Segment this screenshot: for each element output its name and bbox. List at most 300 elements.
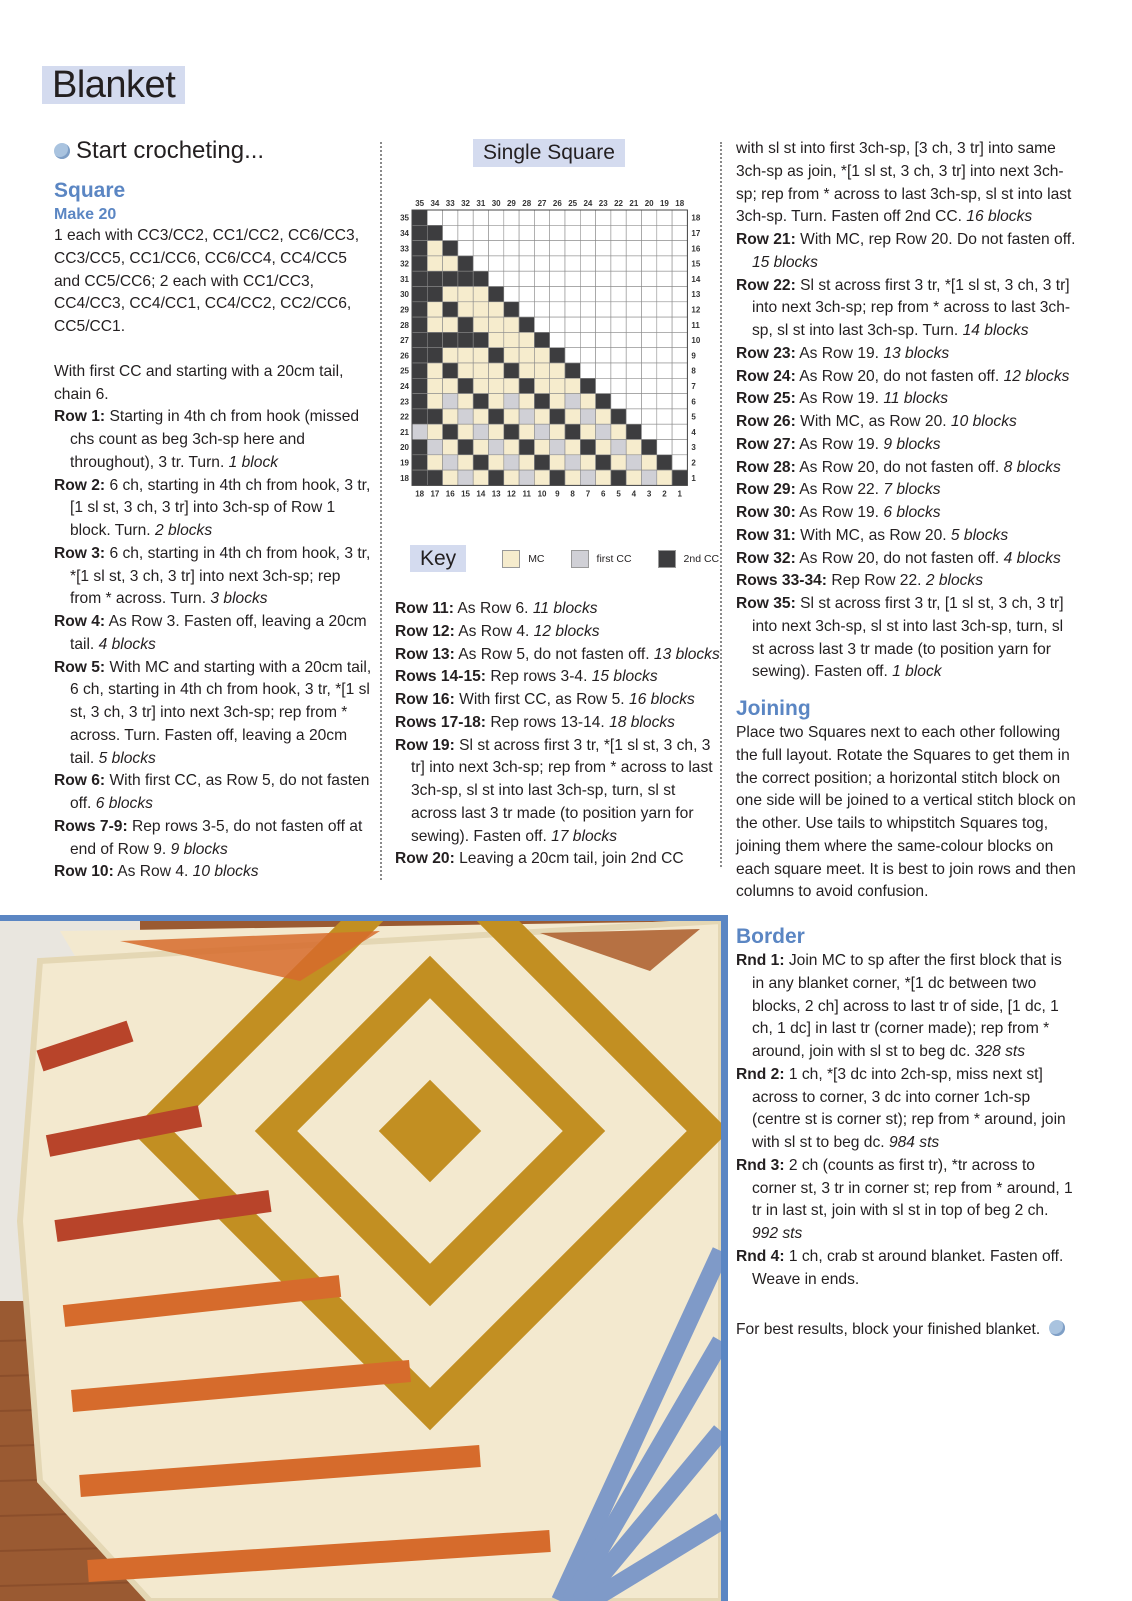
row-text: As Row 19. — [795, 435, 884, 453]
chart-cell — [550, 271, 565, 286]
chart-cell — [611, 363, 626, 378]
chart-number: 18 — [675, 199, 685, 208]
chart-cell — [443, 210, 458, 225]
row-label: Row 23: — [736, 344, 796, 362]
chart-cell — [427, 455, 442, 470]
instruction-row — [736, 457, 1076, 480]
chart-cell — [412, 470, 427, 485]
chart-number: 4 — [691, 427, 696, 437]
row-count: 5 blocks — [950, 526, 1009, 544]
chart-cell — [565, 225, 580, 240]
chart-cell — [443, 302, 458, 317]
row-count: 16 blocks — [628, 691, 695, 708]
chart-cell — [550, 440, 565, 455]
chart-cell — [642, 332, 657, 347]
instruction-row — [736, 593, 1076, 684]
chart-cell — [580, 225, 595, 240]
chart-cell — [412, 210, 427, 225]
intro-text: With first CC and starting with a 20cm tail, chain 6. — [54, 362, 344, 403]
chart-cell — [534, 363, 549, 378]
chart-cell — [504, 455, 519, 470]
chart-number: 28 — [522, 199, 532, 208]
instruction-row — [736, 434, 1076, 457]
instruction-row — [54, 657, 372, 771]
chart-cell — [489, 332, 504, 347]
chart-number: 8 — [570, 489, 575, 499]
chart-cell — [550, 332, 565, 347]
instruction-row — [54, 816, 372, 862]
chart-cell — [596, 225, 611, 240]
chart-number: 5 — [691, 412, 696, 422]
instruction-row — [736, 275, 1076, 343]
chart-cell — [458, 378, 473, 393]
chart-cell — [504, 394, 519, 409]
row-label: Row 10: — [54, 863, 114, 881]
row-count: 4 blocks — [1003, 549, 1061, 567]
row-text: Rep rows 3-4. — [486, 668, 592, 686]
instruction-row — [736, 1064, 1076, 1155]
instruction-row — [395, 621, 720, 644]
chart-cell — [534, 210, 549, 225]
chart-cell — [626, 378, 641, 393]
row-text: With first CC, as Row 5, do not fasten off. — [70, 772, 370, 812]
row-text: With MC and starting with a 20cm tail, 6 ch, starting in 4th ch from hook, 3 tr, *[1 sl st, 3 ch, 3 tr] into next 3ch-sp; rep from * across. Turn. Fasten off, leaving a 20cm tail. — [70, 658, 372, 767]
chart-cell — [443, 256, 458, 271]
chart-cell — [458, 271, 473, 286]
row-text: With first CC, as Row 5. — [454, 691, 629, 708]
chart-cell — [596, 363, 611, 378]
row-count: 8 blocks — [1003, 458, 1061, 476]
row-label: Row 2: — [54, 476, 106, 494]
chart-number: 11 — [691, 320, 700, 330]
chart-cell — [596, 317, 611, 332]
chart-cell — [626, 348, 641, 363]
chart-cell — [611, 271, 626, 286]
chart-cell — [642, 302, 657, 317]
chart-number: 24 — [583, 199, 593, 208]
chart-cell — [657, 440, 672, 455]
row-label: Rows 33-34: — [736, 572, 827, 590]
row-label: Rnd 1: — [736, 952, 785, 969]
row-text: Join MC to sp after the first block that is in any blanket corner, *[1 dc between two blocks, 2 ch] across to last tr of side, [1 dc, 1 ch, 1 dc] in last tr (corner made); rep from * around, join with sl st to beg dc. — [752, 952, 1062, 1060]
row-label: Row 31: — [736, 526, 796, 544]
row-label: Row 1: — [54, 408, 106, 426]
chart-cell — [473, 332, 488, 347]
page-title: Blanket — [42, 66, 185, 104]
chart-number: 29 — [506, 199, 516, 208]
chart-cell — [565, 271, 580, 286]
chart-cell — [580, 348, 595, 363]
column-3 — [736, 138, 1076, 1342]
chart-cell — [412, 332, 427, 347]
chart-cell — [550, 378, 565, 393]
row-count: 15 blocks — [752, 253, 818, 271]
row-text: Leaving a 20cm tail, join 2nd CC — [454, 850, 684, 868]
chart-cell — [534, 271, 549, 286]
chart-cell — [657, 317, 672, 332]
chart-cell — [611, 455, 626, 470]
chart-cell — [672, 348, 687, 363]
chart-number: 18 — [400, 473, 409, 483]
chart-cell — [611, 378, 626, 393]
chart-cell — [412, 440, 427, 455]
chart-cell — [565, 256, 580, 271]
chart-cell — [657, 332, 672, 347]
chart-cell — [642, 363, 657, 378]
chart-cell — [626, 210, 641, 225]
chart-cell — [427, 394, 442, 409]
chart-cell — [519, 256, 534, 271]
chart-cell — [672, 210, 687, 225]
row-text: with sl st into first 3ch-sp, [3 ch, 3 tr] into same 3ch-sp as join, *[1 sl st, 3 ch, 3 tr] into next 3ch-sp; rep from * across to last 3ch-sp, sl st into last 3ch-sp. Turn. Fasten off 2nd CC. — [736, 140, 1072, 226]
chart-cell — [519, 378, 534, 393]
row-text: Rep Row 22. — [827, 572, 926, 590]
chart-cell — [473, 409, 488, 424]
row-count: 15 blocks — [591, 668, 658, 686]
chart-cell — [534, 241, 549, 256]
chart-cell — [596, 440, 611, 455]
chart-number: 18 — [691, 213, 701, 223]
chart-number: 14 — [476, 489, 486, 499]
chart-cell — [473, 363, 488, 378]
chart-cell — [596, 470, 611, 485]
border-heading: Border — [736, 925, 805, 948]
chart-cell — [443, 455, 458, 470]
chart-cell — [427, 470, 442, 485]
chart-cell — [519, 470, 534, 485]
row-text: As Row 5, do not fasten off. — [454, 645, 654, 663]
chart-cell — [580, 287, 595, 302]
chart-cell — [626, 363, 641, 378]
row-text: Sl st across first 3 tr, [1 sl st, 3 ch, 3 tr] into next 3ch-sp, sl st into last 3ch-sp, turn, sl st across last 3 tr made (to position yarn for sewing). Fasten off. — [752, 595, 1064, 681]
row-label: Row 12: — [395, 622, 455, 640]
row-text: As Row 6. — [453, 600, 533, 617]
chart-cell — [443, 348, 458, 363]
chart-cell — [642, 470, 657, 485]
key-swatch-mc — [502, 550, 520, 568]
chart-cell — [473, 256, 488, 271]
chart-number: 6 — [601, 489, 606, 499]
chart-number: 15 — [461, 489, 471, 499]
chart-cell — [473, 225, 488, 240]
chart-number: 4 — [631, 489, 637, 499]
row-text: As Row 20, do not fasten off. — [795, 549, 1004, 567]
row-text: As Row 19. — [795, 504, 884, 521]
chart-cell — [596, 348, 611, 363]
instruction-row — [54, 611, 372, 657]
chart-cell — [642, 225, 657, 240]
chart-cell — [473, 394, 488, 409]
chart-cell — [657, 378, 672, 393]
chart-cell — [458, 241, 473, 256]
chart-number: 9 — [691, 351, 696, 361]
chart-cell — [458, 409, 473, 424]
row-label: Row 19: — [395, 736, 455, 754]
chart-cell — [534, 378, 549, 393]
chart-cell — [473, 455, 488, 470]
chart-cell — [519, 302, 534, 317]
chart-number: 10 — [537, 489, 547, 499]
chart-cell — [657, 455, 672, 470]
chart-number: 14 — [691, 274, 701, 284]
chart-cell — [504, 424, 519, 439]
chart-cell — [473, 440, 488, 455]
chart-cell — [596, 424, 611, 439]
instruction-row — [736, 1155, 1076, 1246]
chart-cell — [596, 394, 611, 409]
chart-cell — [412, 394, 427, 409]
chart-cell — [672, 440, 687, 455]
chart-cell — [657, 225, 672, 240]
chart-cell — [443, 378, 458, 393]
chart-cell — [534, 287, 549, 302]
chart-cell — [427, 332, 442, 347]
chart-cell — [596, 332, 611, 347]
chart-number: 35 — [415, 199, 425, 208]
row-label: Row 25: — [736, 390, 796, 408]
chart-cell — [534, 225, 549, 240]
chart-cell — [626, 455, 641, 470]
chart-cell — [519, 332, 534, 347]
chart-cell — [504, 363, 519, 378]
chart-cell — [427, 348, 442, 363]
chart-cell — [534, 332, 549, 347]
chart-cell — [580, 210, 595, 225]
instruction-row — [736, 950, 1076, 1064]
chart-cell — [458, 317, 473, 332]
chart-cell — [626, 440, 641, 455]
chart-number: 3 — [691, 443, 696, 453]
chart-cell — [672, 378, 687, 393]
footer-text: For best results, block your finished blanket. — [736, 1321, 1041, 1339]
chart-cell — [611, 332, 626, 347]
chart-cell — [626, 256, 641, 271]
chart-cell — [657, 241, 672, 256]
chart-cell — [565, 317, 580, 332]
row-label: Rnd 4: — [736, 1247, 785, 1265]
chart-cell — [596, 241, 611, 256]
chart-cell — [473, 287, 488, 302]
chart-cell — [443, 470, 458, 485]
yarn-ball-icon — [1049, 1320, 1065, 1336]
chart-cell — [565, 210, 580, 225]
chart-cell — [519, 225, 534, 240]
chart-number: 9 — [555, 489, 560, 499]
chart-number: 25 — [400, 366, 409, 376]
row-label: Row 3: — [54, 544, 106, 562]
chart-cell — [473, 378, 488, 393]
chart-cell — [672, 363, 687, 378]
chart-cell — [672, 302, 687, 317]
chart-cell — [519, 271, 534, 286]
instruction-row — [736, 366, 1076, 389]
chart-cell — [580, 317, 595, 332]
chart-number: 31 — [400, 274, 409, 284]
chart-cell — [580, 424, 595, 439]
chart-cell — [489, 302, 504, 317]
row-label: Row 22: — [736, 276, 796, 294]
chart-cell — [642, 241, 657, 256]
blanket-photo — [0, 921, 721, 1601]
row-label: Rows 14-15: — [395, 668, 486, 686]
row-count: 6 blocks — [95, 795, 153, 812]
chart-cell — [642, 409, 657, 424]
instruction-row — [395, 598, 720, 621]
chart-number: 23 — [400, 397, 409, 407]
chart-cell — [550, 241, 565, 256]
chart-cell — [458, 424, 473, 439]
row-count: 10 blocks — [192, 863, 259, 881]
row-text: As Row 20, do not fasten off. — [795, 367, 1004, 385]
chart-cell — [412, 378, 427, 393]
instruction-row — [395, 666, 720, 689]
row-count: 11 blocks — [883, 390, 949, 408]
chart-cell — [611, 225, 626, 240]
row-label: Row 24: — [736, 367, 796, 385]
chart-number: 26 — [552, 199, 562, 208]
key-swatch-first-cc — [571, 550, 589, 568]
chart-cell — [534, 394, 549, 409]
instruction-row — [54, 543, 372, 611]
chart-cell — [504, 470, 519, 485]
chart-cell — [473, 210, 488, 225]
chart-number: 27 — [400, 336, 409, 346]
instruction-row — [736, 479, 1076, 502]
chart-cell — [412, 409, 427, 424]
chart-cell — [519, 424, 534, 439]
chart-cell — [642, 424, 657, 439]
chart-cell — [550, 363, 565, 378]
chart-cell — [596, 271, 611, 286]
chart-cell — [427, 440, 442, 455]
chart-number: 2 — [662, 489, 667, 499]
chart-cell — [412, 271, 427, 286]
chart-cell — [427, 271, 442, 286]
chart-cell — [489, 256, 504, 271]
chart-cell — [611, 256, 626, 271]
chart-cell — [534, 440, 549, 455]
chart-cell — [519, 440, 534, 455]
chart-cell — [550, 302, 565, 317]
row-text: Starting in 4th ch from hook (missed chs count as beg 3ch-sp here and throughout), 3 tr. Turn. — [70, 408, 360, 471]
chart-cell — [504, 256, 519, 271]
chart-cell — [489, 394, 504, 409]
chart-number: 23 — [598, 199, 608, 208]
chart-cell — [504, 287, 519, 302]
chart-cell — [519, 409, 534, 424]
chart-number: 31 — [476, 199, 486, 208]
chart-cell — [550, 225, 565, 240]
row-text: 2 ch (counts as first tr), *tr across to corner st, 3 tr in corner st; rep from * around, 1 tr in last st, join with sl st in top of beg 2 ch. — [752, 1156, 1073, 1220]
instruction-row — [54, 475, 372, 543]
chart-cell — [565, 470, 580, 485]
row-count: 1 block — [892, 663, 942, 681]
row-text: 1 ch, crab st around blanket. Fasten off. Weave in ends. — [752, 1247, 1064, 1288]
row-text: 1 ch, *[3 dc into 2ch-sp, miss next st] across to corner, 3 dc into corner 1ch-sp (centre st is corner st); rep from * around, join with sl st to beg dc. — [752, 1065, 1066, 1151]
chart-cell — [504, 210, 519, 225]
joining-heading: Joining — [736, 697, 811, 720]
chart-cell — [427, 424, 442, 439]
chart-number: 5 — [616, 489, 621, 499]
chart-number: 21 — [629, 199, 639, 208]
chart-cell — [565, 394, 580, 409]
key-label-first-cc: first CC — [596, 552, 632, 565]
row-text: With MC, as Row 20. — [795, 526, 951, 544]
chart-cell — [596, 302, 611, 317]
instruction-row — [54, 861, 372, 884]
chart-cell — [519, 317, 534, 332]
chart-number: 33 — [445, 199, 455, 208]
chart-cell — [626, 424, 641, 439]
row-count: 992 sts — [752, 1225, 803, 1242]
row-count: 16 blocks — [966, 208, 1033, 226]
chart-cell — [412, 424, 427, 439]
chart-cell — [534, 424, 549, 439]
chart-number: 10 — [691, 336, 701, 346]
chart-cell — [473, 424, 488, 439]
chart-cell — [565, 455, 580, 470]
row-label: Row 13: — [395, 645, 455, 663]
instruction-row — [736, 388, 1076, 411]
row-label: Row 28: — [736, 458, 796, 476]
chart-cell — [550, 424, 565, 439]
chart-cell — [626, 332, 641, 347]
chart-cell — [596, 409, 611, 424]
chart-cell — [642, 348, 657, 363]
row-label: Row 21: — [736, 231, 796, 248]
chart-cell — [565, 424, 580, 439]
chart-cell — [458, 363, 473, 378]
chart-number: 13 — [691, 290, 701, 300]
row-label: Row 11: — [395, 600, 454, 617]
row-text: As Row 19. — [795, 390, 884, 408]
column-2 — [395, 598, 720, 871]
chart-cell — [534, 455, 549, 470]
row-count: 9 blocks — [170, 840, 228, 858]
chart-cell — [565, 287, 580, 302]
chart-cell — [427, 378, 442, 393]
chart-cell — [427, 409, 442, 424]
chart-cell — [580, 256, 595, 271]
chart-cell — [596, 455, 611, 470]
column-divider — [720, 142, 722, 867]
chart-cell — [473, 302, 488, 317]
chart-cell — [580, 455, 595, 470]
col3-rows — [736, 138, 1076, 684]
chart-cell — [611, 394, 626, 409]
chart-cell — [504, 440, 519, 455]
chart-cell — [642, 256, 657, 271]
chart-cell — [565, 302, 580, 317]
chart-cell — [534, 317, 549, 332]
chart-cell — [626, 287, 641, 302]
chart-cell — [642, 317, 657, 332]
chart-number: 29 — [400, 305, 409, 315]
chart-cell — [473, 271, 488, 286]
row-count: 6 blocks — [883, 504, 941, 521]
chart-number: 33 — [400, 244, 409, 254]
chart-cell — [672, 332, 687, 347]
row-count: 2 blocks — [154, 522, 213, 539]
chart-cell — [473, 348, 488, 363]
chart-cell — [489, 271, 504, 286]
row-label: Row 35: — [736, 595, 796, 612]
chart-number: 34 — [430, 199, 440, 208]
instruction-row — [736, 502, 1076, 525]
chart-cell — [534, 256, 549, 271]
row-text: Rep rows 13-14. — [486, 713, 610, 731]
chart-cell — [565, 378, 580, 393]
